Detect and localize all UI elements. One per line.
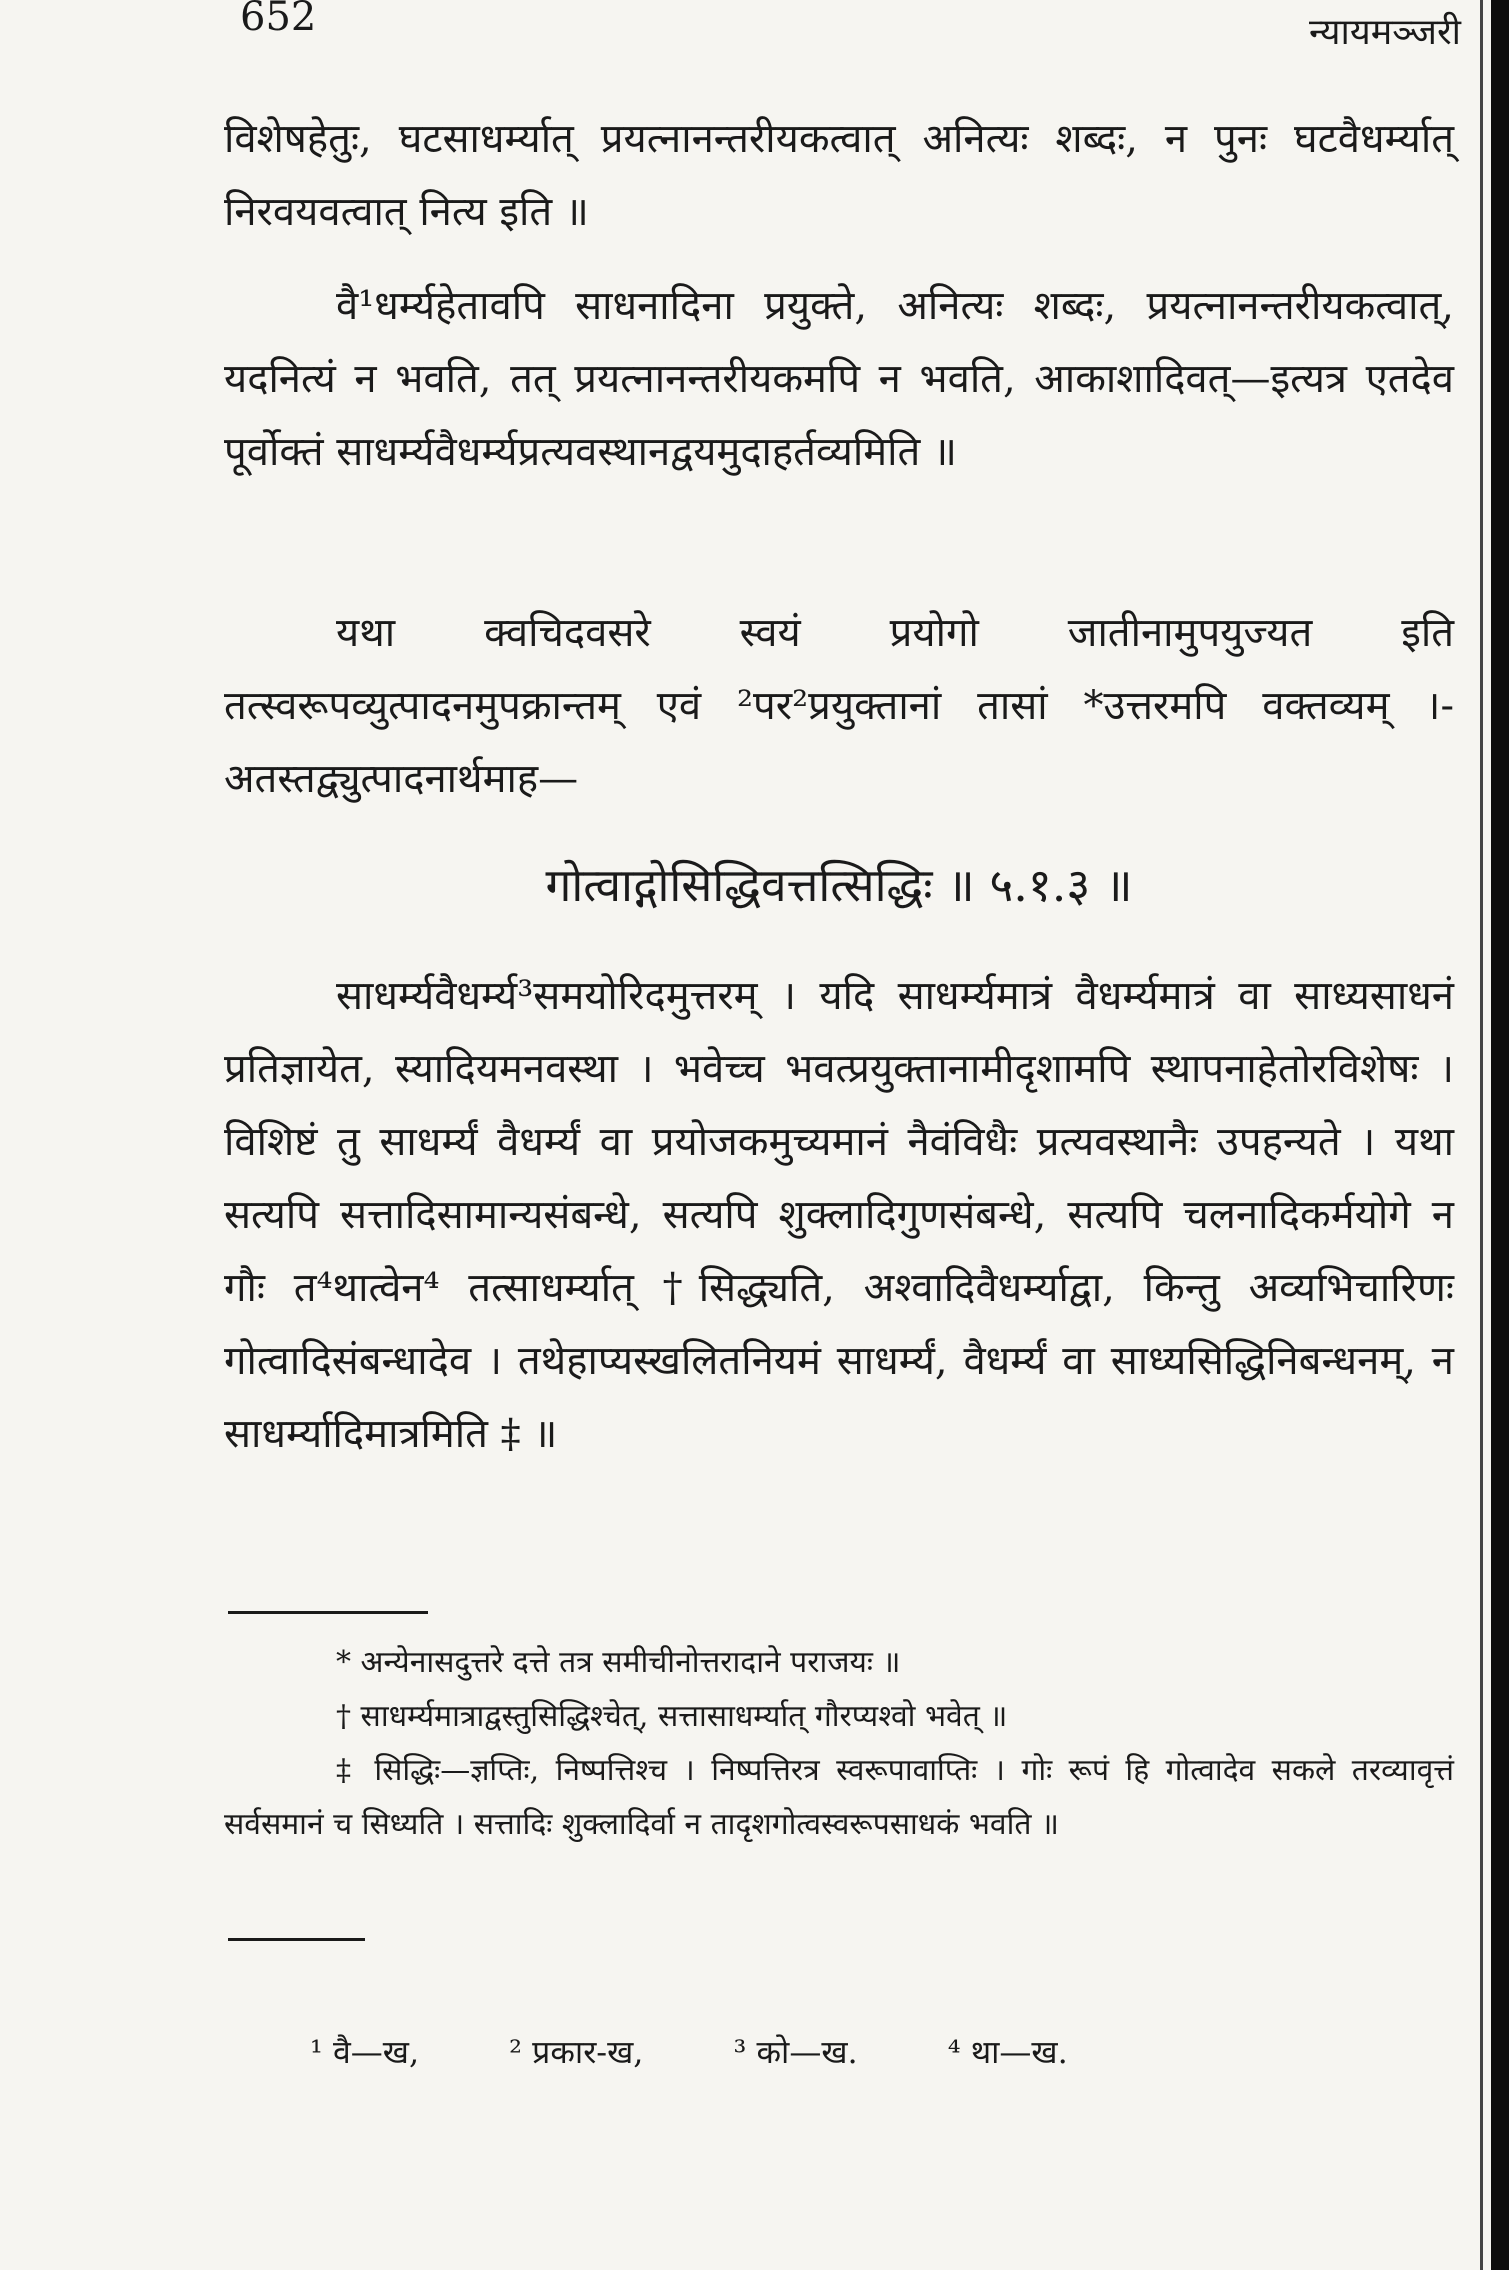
paragraph-1: विशेषहेतुः, घटसाधर्म्यात् प्रयत्नानन्तरीयकत्वात् अनित्यः शब्दः, न पुनः घटवैधर्म्यात् निरवयवत्वात् नित्य इति ॥ <box>224 116 1454 235</box>
footnote-separator <box>228 1611 428 1614</box>
footnote-asterisk: * अन्येनासदुत्तरे दत्ते तत्र समीचीनोत्तरादाने पराजयः ॥ <box>336 1645 901 1680</box>
page-number: 652 <box>240 0 317 40</box>
paragraph-commentary: साधर्म्यवैधर्म्य³समयोरिदमुत्तरम् । यदि साधर्म्यमात्रं वैधर्म्यमात्रं वा साध्यसाधनं प्रतिज्ञायेत, स्यादियमनवस्था । भवेच्च भवत्प्रयुक्तानामीदृशामपि स्थापनाहेतोरविशेषः । विशिष्टं तु साधर्म्यं वैधर्म्यं वा प्रयोजकमुच्यमानं नैवंविधैः प्रत्यवस्थानैः उपहन्यते । यथा सत्यपि सत्तादिसामान्यसंबन्धे, सत्यपि शुक्लादिगुणसंबन्धे, सत्यपि चलनादिकर्मयोगे न गौः त⁴थात्वेन⁴ तत्साधर्म्यात् †सिद्ध्यति, अश्वादिवैधर्म्याद्वा, किन्तु अव्यभिचारिणः गोत्वादिसंबन्धादेव । तथेहाप्यस्खलितनियमं साधर्म्यं, वैधर्म्यं वा साध्यसिद्धिनिबन्धनम्, न साधर्म्यादिमात्रमिति ‡ ॥ <box>224 973 1454 1457</box>
variants-separator <box>228 1938 365 1941</box>
page-edge-line <box>1480 0 1483 2270</box>
footnotes <box>224 1636 1454 1852</box>
variant-readings <box>310 2030 1410 2073</box>
footnote-double-dagger: ‡ सिद्धिः—ज्ञप्तिः, निष्पत्तिश्च । निष्पत्तिरत्र स्वरूपावाप्तिः । गोः रूपं हि गोत्वादेव सकले तरव्यावृत्तं सर्वसमानं च सिध्यति । सत्तादिः शुक्लादिर्वा न तादृशगोत्वस्वरूपसाधकं भवति ॥ <box>224 1753 1454 1842</box>
sutra-heading: गोत्वाद्गोसिद्धिवत्तत्सिद्धिः ॥ ५.१.३ ॥ <box>545 858 1133 912</box>
paragraph-3: यथा क्वचिदवसरे स्वयं प्रयोगो जातीनामुपयुज्यत इति तत्स्वरूपव्युत्पादनमुपक्रान्तम् एवं ²पर²प्रयुक्तानां तासां *उत्तरमपि वक्तव्यम् ।- अतस्तद्व्युत्पादनार्थमाह— <box>224 610 1454 802</box>
variant-reading: ¹ वै—ख, <box>310 2033 420 2071</box>
footnote-dagger: † साधर्म्यमात्राद्वस्तुसिद्धिश्चेत्, सत्तासाधर्म्यात् गौरप्यश्वो भवेत् ॥ <box>336 1699 1008 1734</box>
variant-reading: ² प्रकार-ख, <box>509 2033 644 2071</box>
running-title: न्यायमञ्जरी <box>1309 12 1461 53</box>
paragraph-2: वै¹धर्म्यहेतावपि साधनादिना प्रयुक्ते, अनित्यः शब्दः, प्रयत्नानन्तरीयकत्वात्, यदनित्यं न भवति, तत् प्रयत्नानन्तरीयकमपि न भवति, आकाशादिवत्—इत्यत्र एतदेव पूर्वोक्तं साधर्म्यवैधर्म्यप्रत्यवस्थानद्वयमुदाहर्तव्यमिति ॥ <box>224 283 1454 475</box>
page-binding-edge <box>1491 0 1509 2270</box>
variant-reading: ³ को—ख. <box>733 2033 858 2071</box>
variant-reading: ⁴ था—ख. <box>947 2033 1068 2071</box>
